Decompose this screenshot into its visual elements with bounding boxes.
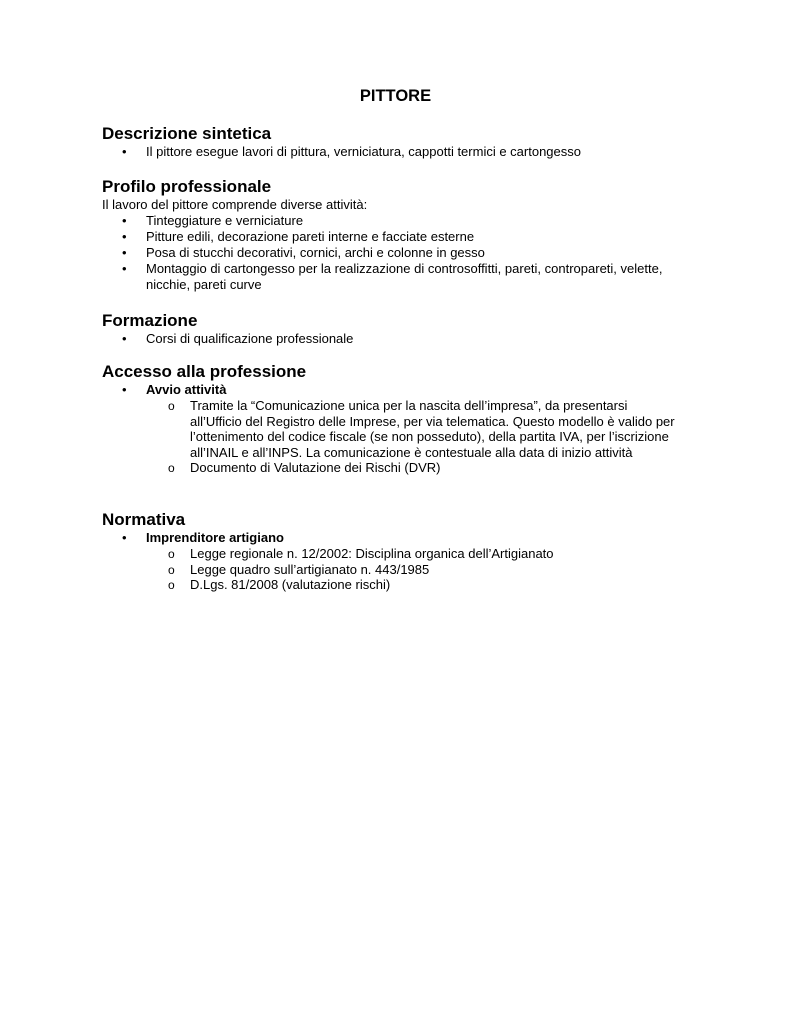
list-item xyxy=(102,213,702,229)
sublist-item-text: Tramite la “Comunicazione unica per la nascita dell’impresa”, da presentarsi all’Ufficio del Registro delle Imprese, per via telematica. Questo modello è valido per l’ottenimento del codice fiscale (se non posseduto), della partita IVA, per l’iscrizione all’INAIL e all’INPS. La comunicazione è contestuale alla data di inizio attività xyxy=(190,398,675,460)
list-item xyxy=(102,261,702,293)
sublist-item-text: D.Lgs. 81/2008 (valutazione rischi) xyxy=(190,577,391,592)
list-profilo xyxy=(102,213,702,293)
list-item xyxy=(102,331,702,347)
sublist-item xyxy=(102,562,702,578)
list-item-text: Pitture edili, decorazione pareti interne e facciate esterne xyxy=(146,228,475,244)
bullet-glyph: • xyxy=(122,244,127,260)
heading-normativa: Normativa xyxy=(102,510,186,529)
list-item xyxy=(102,382,702,476)
section-descrizione xyxy=(102,124,702,160)
bullet-glyph: • xyxy=(122,382,127,397)
profilo-intro: Il lavoro del pittore comprende diverse attività: xyxy=(102,197,368,212)
list-item xyxy=(102,530,702,593)
list-item-text: Tinteggiature e verniciature xyxy=(146,212,304,228)
circle-bullet-glyph: o xyxy=(168,562,175,577)
bullet-glyph: • xyxy=(122,212,127,228)
circle-bullet-glyph: o xyxy=(168,578,175,592)
list-formazione xyxy=(102,331,702,347)
bullet-glyph: • xyxy=(122,331,127,346)
section-formazione xyxy=(102,311,702,347)
heading-accesso: Accesso alla professione xyxy=(102,362,307,381)
list-item xyxy=(102,245,702,261)
list-item xyxy=(102,229,702,245)
circle-bullet-glyph: o xyxy=(168,461,175,475)
bullet-glyph: • xyxy=(122,228,127,244)
bullet-glyph: • xyxy=(122,260,127,276)
sublist-item xyxy=(102,546,702,562)
list-normativa xyxy=(102,530,702,593)
group-label-imprenditore: Imprenditore artigiano xyxy=(146,530,284,545)
list-descrizione xyxy=(102,144,702,160)
list-item-text: Il pittore esegue lavori di pittura, verniciatura, cappotti termici e cartongesso xyxy=(146,144,581,159)
list-accesso xyxy=(102,382,702,476)
sublist-item-text: Legge quadro sull’artigianato n. 443/1985 xyxy=(190,561,430,577)
sublist-accesso xyxy=(146,398,702,476)
section-normativa xyxy=(102,510,702,593)
sublist-item-text: Documento di Valutazione dei Rischi (DVR) xyxy=(190,460,441,475)
section-accesso xyxy=(102,362,702,476)
heading-profilo: Profilo professionale xyxy=(102,177,272,196)
sublist-normativa xyxy=(146,546,702,593)
list-item-text: Corsi di qualificazione professionale xyxy=(146,331,354,346)
circle-bullet-glyph: o xyxy=(168,547,175,561)
list-item-text: Montaggio di cartongesso per la realizzazione di controsoffitti, pareti, contropareti, velette, nicchie, pareti curve xyxy=(146,260,663,292)
heading-descrizione: Descrizione sintetica xyxy=(102,124,272,143)
list-item xyxy=(102,144,702,160)
circle-bullet-glyph: o xyxy=(168,399,175,413)
sublist-item xyxy=(102,398,702,460)
sublist-item-text: Legge regionale n. 12/2002: Disciplina organica dell’Artigianato xyxy=(190,546,554,561)
sublist-item xyxy=(102,577,702,593)
bullet-glyph: • xyxy=(122,530,127,545)
list-item-text: Posa di stucchi decorativi, cornici, archi e colonne in gesso xyxy=(146,244,485,260)
section-profilo xyxy=(102,177,702,293)
bullet-glyph: • xyxy=(122,144,127,159)
document-title: PITTORE xyxy=(359,87,432,105)
group-label-avvio: Avvio attività xyxy=(146,382,227,397)
sublist-item xyxy=(102,460,702,476)
heading-formazione: Formazione xyxy=(102,311,198,330)
